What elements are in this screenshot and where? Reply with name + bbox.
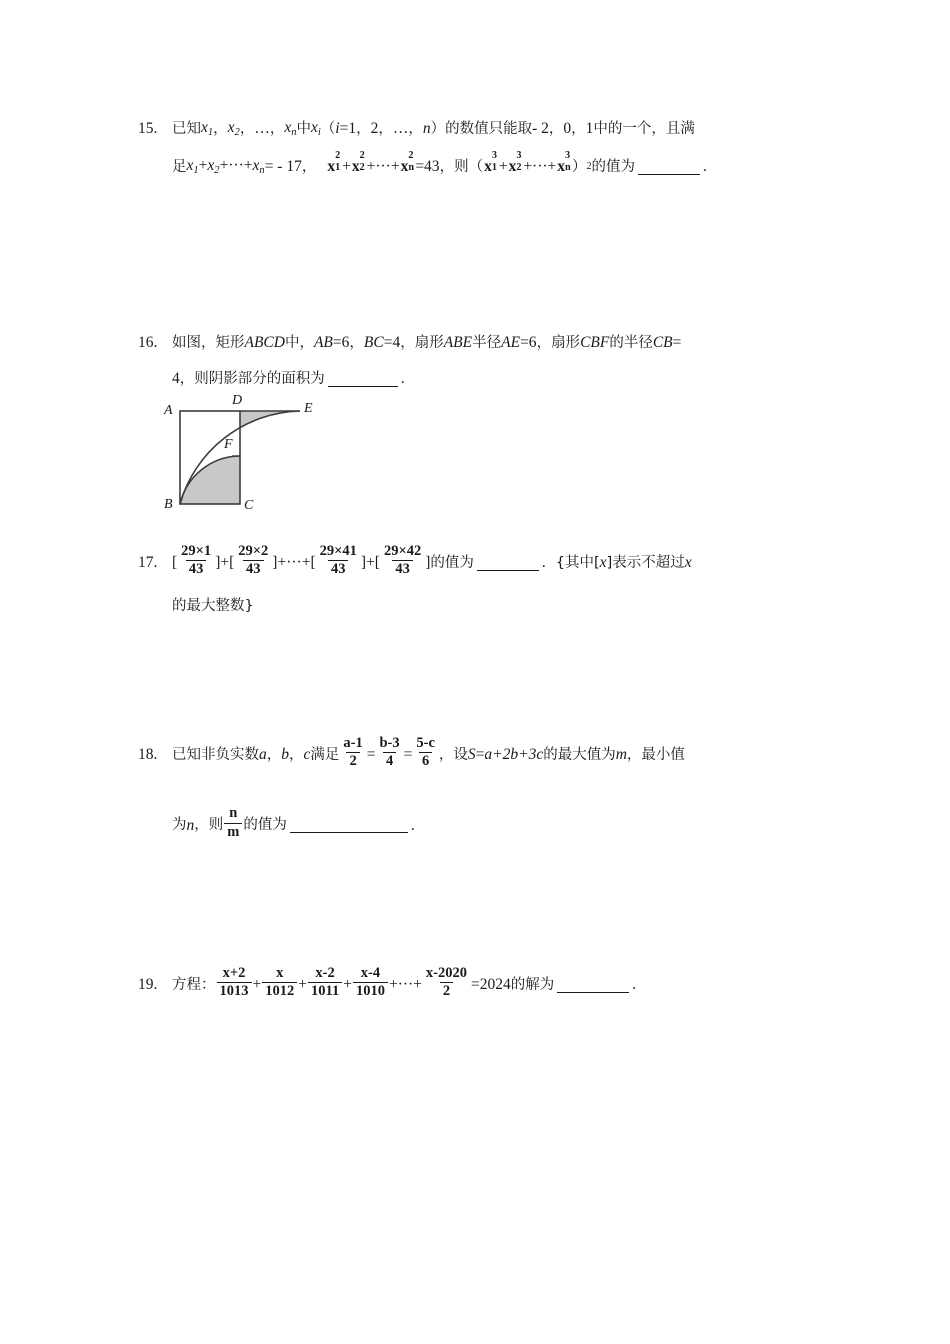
p15-var-i: i: [335, 119, 340, 137]
p17-bracket-open-3: [: [310, 554, 316, 572]
p16-t5: 扇形: [551, 334, 581, 351]
p16-ab-val: =6: [332, 334, 350, 351]
p17-bracket-close-3: ]: [360, 554, 367, 572]
p16-sector-abe: ABE: [443, 334, 473, 351]
p15-c1: ，: [213, 120, 228, 137]
p18-eq-3: =: [475, 746, 485, 764]
problem-16-line-2: [138, 369, 838, 388]
p15-dots-2: …: [392, 119, 409, 137]
p16-rect-abcd: ABCD: [244, 334, 285, 351]
p15-c3: ，: [269, 120, 285, 137]
p15-cube-paren-open: （: [468, 158, 484, 175]
figure-label-E: E: [304, 400, 313, 416]
p15-n2: 2: [370, 119, 379, 137]
figure-label-F: F: [224, 436, 233, 452]
p18-l2-t3: 的值为: [243, 817, 287, 834]
p19-plus-2: +: [298, 976, 307, 994]
p15-var-x2: $x_2$: [227, 119, 240, 139]
figure-label-A: A: [164, 402, 173, 418]
p16-seg-cb: CB: [652, 334, 673, 351]
problem-18: [138, 734, 838, 843]
problem-17: [138, 542, 838, 615]
p19-equals-2024: =2024: [471, 976, 511, 994]
p17-bracket-close-1: ]: [215, 554, 221, 572]
p17-note-t4: 的最大整数}: [172, 598, 254, 615]
problem-16: [138, 333, 838, 519]
p17-bracket-close-2: ]: [272, 554, 278, 572]
p18-answer-blank[interactable]: [290, 818, 408, 834]
p18-l2-t2: 则: [208, 817, 224, 834]
problem-18-number: 18.: [138, 746, 158, 764]
p17-note-var-x1: x: [599, 554, 607, 572]
p16-t6: 的半径: [609, 334, 653, 351]
p16-t2: 中，: [284, 334, 314, 351]
p19-plus-3: +: [343, 976, 352, 994]
p19-answer-blank[interactable]: [557, 977, 629, 993]
problem-19-line-1: [138, 964, 838, 1002]
p15-mid-a: +···+: [366, 158, 400, 176]
p15-x1-squared: x 2 1: [327, 149, 341, 176]
p15-paren-open: （: [320, 120, 336, 137]
p17-bracket-open-1: [: [172, 554, 178, 572]
p15-l2-t1: 足: [172, 158, 187, 175]
p19-plus-1: +: [252, 976, 262, 994]
p18-c4: ，: [626, 747, 642, 764]
p18-c2: ，: [289, 747, 304, 764]
p19-period: .: [632, 976, 637, 994]
p16-c3: ，: [536, 334, 552, 351]
p19-fraction-1: $\frac{x+2}{1013}$: [217, 966, 252, 1000]
p19-fraction-2: $\frac{x}{1012}$: [262, 966, 297, 1000]
p16-t1: 如图，矩形: [172, 334, 245, 351]
p15-var-n: n: [422, 119, 431, 137]
p15-l2-t2: 则: [454, 158, 469, 175]
problem-15: [138, 118, 838, 178]
p17-bracket-close-4: ]: [425, 554, 431, 572]
p18-t3: 设: [453, 747, 468, 764]
p15-eq-43: =43: [415, 158, 440, 176]
p15-l1-t3: 的数值只能取: [445, 120, 533, 137]
p15-c8: ，: [571, 120, 586, 137]
p19-t2: 的解为: [510, 977, 555, 994]
p17-fraction-2: $\frac{29\times 2}{43}$: [238, 542, 269, 578]
p17-fraction-1: $\frac{29\times 1}{43}$: [181, 542, 212, 578]
p18-t2: 满足: [310, 747, 340, 764]
problem-17-number: 17.: [138, 554, 158, 572]
p17-t1: 的值为: [430, 555, 474, 572]
p18-var-m: m: [615, 746, 627, 764]
problem-17-line-1: [138, 542, 838, 580]
p15-xn-squared: x 2 n: [400, 149, 414, 176]
p15-l1-t4: 中的一个，且满: [593, 120, 695, 137]
p18-fraction-a: $\frac{a-1}{2}$: [343, 734, 363, 770]
problem-17-line-2: [138, 597, 838, 615]
p18-var-c: c: [303, 746, 311, 764]
p17-fraction-4: $\frac{29\times 42}{43}$: [383, 542, 422, 578]
p15-linear-sum: $x_1+x_2+\cdot\cdot\cdot+x_n$: [186, 157, 265, 177]
p15-c4: ，: [356, 120, 371, 137]
p15-dots-1: …: [254, 119, 270, 137]
p16-period: .: [400, 370, 405, 388]
p17-bracket-open-4: [: [374, 554, 380, 572]
p15-c6: ，: [408, 120, 423, 137]
p15-n4: 0: [563, 119, 572, 137]
p15-x2-cubed: x 3 2: [508, 149, 522, 176]
figure-label-B: B: [164, 496, 173, 512]
problem-16-line-1: [138, 333, 838, 352]
p17-plus-1: +: [220, 554, 230, 572]
p16-answer-blank[interactable]: [328, 371, 398, 387]
p15-answer-blank[interactable]: [638, 159, 700, 175]
p18-var-S: S: [467, 746, 476, 764]
p18-fraction-n-over-m: $\frac{n}{m}$: [224, 806, 242, 840]
p19-mid-dots: +···+: [388, 976, 422, 994]
p16-seg-ab: AB: [313, 334, 333, 351]
p18-t4: 的最大值为: [543, 747, 616, 764]
p15-xn-cubed: x 3 n: [557, 149, 571, 176]
p17-plus-2: +: [366, 554, 375, 572]
p16-bc-val: =4: [383, 334, 401, 351]
p15-l2-c2: ，: [439, 158, 455, 175]
problem-16-figure: [160, 392, 340, 519]
p17-answer-blank[interactable]: [477, 555, 539, 571]
p15-var-xi: $x_i$: [310, 119, 321, 139]
p15-x1-cubed: x 3 1: [484, 149, 497, 176]
p15-n3: - 2: [532, 119, 549, 137]
p15-cube-paren-close: ）: [572, 158, 587, 175]
p19-fraction-4: $\frac{x-4}{1010}$: [353, 966, 388, 1000]
p17-note-t2: {其中[: [555, 555, 600, 572]
p15-eq-17: = - 17: [264, 158, 302, 176]
p18-t1: 已知非负实数: [172, 747, 259, 764]
p16-c1: ，: [349, 334, 364, 351]
p18-expr-S: a+2b+3c: [484, 746, 544, 764]
p18-period: .: [410, 816, 415, 834]
p19-t1: 方程：: [172, 977, 216, 994]
p18-t5: 最小值: [641, 747, 685, 764]
p15-l2-c1: ，: [301, 158, 317, 175]
p15-n5: 1: [585, 119, 594, 137]
p15-l1-t1: 已知: [172, 120, 201, 137]
p17-fraction-3: $\frac{29\times 41}{43}$: [319, 542, 357, 578]
figure-label-D: D: [232, 392, 243, 408]
p18-var-a: a: [259, 746, 267, 764]
problem-16-number: 16.: [138, 334, 158, 351]
p18-fraction-b: $\frac{b-3}{4}$: [379, 734, 400, 770]
p15-paren-close: ）: [430, 120, 446, 137]
p15-c5: ，: [378, 120, 393, 137]
p18-c3: ，: [438, 747, 454, 764]
p15-l1-t2: 中: [296, 120, 311, 137]
p16-t3: 扇形: [414, 334, 444, 351]
p15-plus-a: +: [342, 158, 351, 176]
p15-x2-squared: x 2 2: [351, 149, 365, 176]
p15-var-xn: $x_n$: [284, 119, 297, 139]
p15-var-x1: $x_1$: [201, 119, 214, 139]
p16-seg-ae: AE: [501, 334, 521, 351]
p16-sector-cbf: CBF: [580, 334, 610, 351]
p18-var-b: b: [281, 746, 289, 764]
p16-cb-val: 4: [172, 370, 180, 388]
problem-18-line-2: [138, 805, 838, 842]
p15-mid-b: +···+: [523, 158, 557, 176]
p16-cb-eq: =: [672, 334, 682, 351]
p17-mid-dots: +···+: [277, 554, 311, 572]
p17-bracket-open-2: [: [229, 554, 235, 572]
p18-l2-t1: 为: [172, 817, 187, 834]
p16-ae-val: =6: [520, 334, 537, 351]
p15-plus-b: +: [498, 158, 508, 176]
p19-fraction-5: $\frac{x-2020}{2}$: [425, 964, 468, 1000]
p16-l2-t1: ，则阴影部分的面积为: [179, 371, 325, 387]
p15-c7: ，: [548, 120, 564, 137]
problem-15-line-1: [138, 118, 838, 139]
p16-seg-bc: BC: [363, 334, 384, 351]
problem-15-line-2: [138, 149, 838, 177]
p15-period: .: [703, 158, 707, 176]
p18-fraction-c: $\frac{5-c}{6}$: [416, 734, 435, 770]
p15-eq-1: =1: [339, 119, 357, 137]
p18-var-n: n: [186, 816, 195, 834]
p15-l2-t3: 的值为: [591, 158, 636, 175]
p18-eq-1: =: [366, 746, 376, 764]
p17-period: .: [541, 554, 546, 572]
p16-t4: 半径: [472, 334, 502, 351]
problem-19: [138, 964, 838, 1002]
p19-fraction-3: $\frac{x-2}{1011}$: [308, 966, 342, 1000]
p15-outer-exponent: 2: [586, 160, 592, 172]
p17-note-t3: ]表示不超过: [606, 555, 685, 572]
p16-c2: ，: [400, 334, 415, 351]
p18-eq-2: =: [403, 746, 413, 764]
p18-l2-c1: ，: [194, 817, 209, 834]
problem-15-number: 15.: [138, 119, 158, 137]
p17-note-var-x2: x: [684, 554, 692, 572]
p15-c2: ，: [239, 120, 255, 137]
p18-c1: ，: [266, 747, 282, 764]
problem-18-line-1: [138, 734, 838, 772]
figure-label-C: C: [244, 497, 254, 513]
problem-19-number: 19.: [138, 976, 158, 994]
